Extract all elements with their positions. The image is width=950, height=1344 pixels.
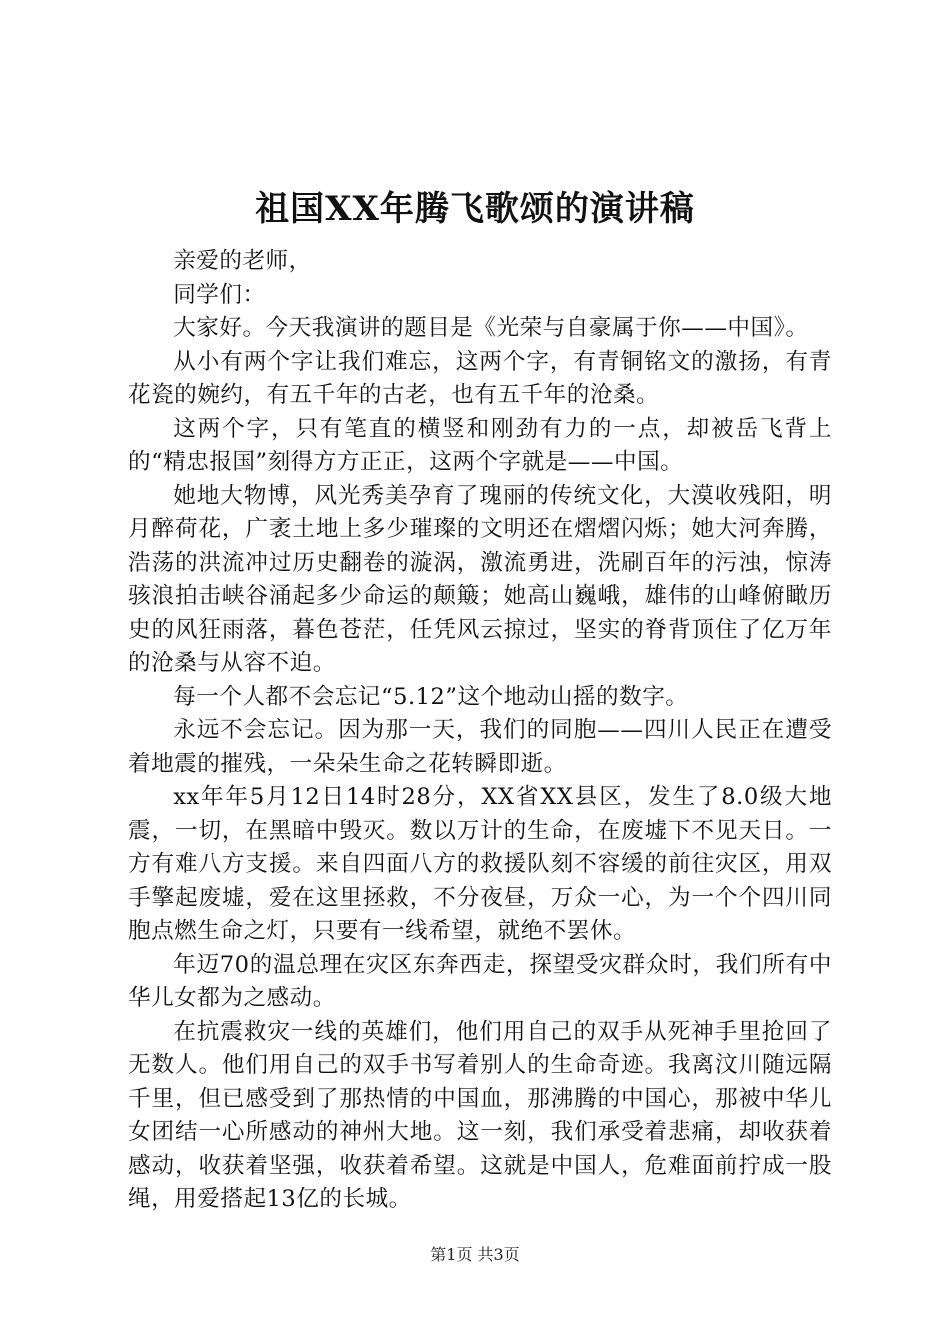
paragraph: 年迈70的温总理在灾区东奔西走，探望受灾群众时，我们所有中华儿女都为之感动。 xyxy=(128,951,832,1011)
paragraph: 从小有两个字让我们难忘，这两个字，有青铜铭文的激扬，有青花瓷的婉约，有五千年的古老，也有五千年的沧桑。 xyxy=(128,348,832,408)
paragraph: 永远不会忘记。因为那一天，我们的同胞——四川人民正在遭受着地震的摧残，一朵朵生命之花转瞬即逝。 xyxy=(128,717,832,777)
paragraph: 大家好。今天我演讲的题目是《光荣与自豪属于你——中国》。 xyxy=(173,315,809,341)
paragraph: 这两个字，只有笔直的横竖和刚劲有力的一点，却被岳飞背上的“精忠报国”刻得方方正正，这两个字就是——中国。 xyxy=(128,415,832,475)
paragraph: xx年年5月12日14时28分，XX省XX县区，发生了8.0级大地震，一切，在黑暗中毁灭。数以万计的生命，在废墟下不见天日。一方有难八方支援。来自四面八方的救援队刻不容缓的前往灾区，用双手擎起废墟，爱在这里拯救，不分夜昼，万众一心，为一个个四川同胞点燃生命之灯，只要有一线希望，就绝不罢休。 xyxy=(128,784,832,944)
paragraph: 每一个人都不会忘记“5.12”这个地动山摇的数字。 xyxy=(173,683,689,710)
paragraph-salutation-students: 同学们： xyxy=(173,281,266,308)
paragraph: 在抗震救灾一线的英雄们，他们用自己的双手从死神手里抢回了无数人。他们用自己的双手书写着别人的生命奇迹。我离汶川随远隔千里，但已感受到了那热情的中国血，那沸腾的中国心，那被中华儿女团结一心所感动的神州大地。这一刻，我们承受着悲痛，却收获着感动，收获着坚强，收获着希望。这就是中国人，危难面前拧成一股绳，用爱搭起13亿的长城。 xyxy=(128,1018,832,1212)
paragraph-salutation-teachers: 亲爱的老师， xyxy=(173,248,312,274)
speech-body xyxy=(128,245,832,1217)
paragraph: 她地大物博，风光秀美孕育了瑰丽的传统文化，大漠收残阳，明月醉荷花，广袤土地上多少璀璨的文明还在熠熠闪烁；她大河奔腾，浩荡的洪流冲过历史翻卷的漩涡，激流勇进，洗刷百年的污浊，惊涛骇浪拍击峡谷涌起多少命运的颠簸；她高山巍峨，雄伟的山峰俯瞰历史的风狂雨落，暮色苍茫，任凭风云掠过，坚实的脊背顶住了亿万年的沧桑与从容不迫。 xyxy=(128,482,832,676)
page-title: 祖国XX年腾飞歌颂的演讲稿 xyxy=(255,189,695,229)
page-footer: 第1页 共3页 xyxy=(430,1245,520,1264)
